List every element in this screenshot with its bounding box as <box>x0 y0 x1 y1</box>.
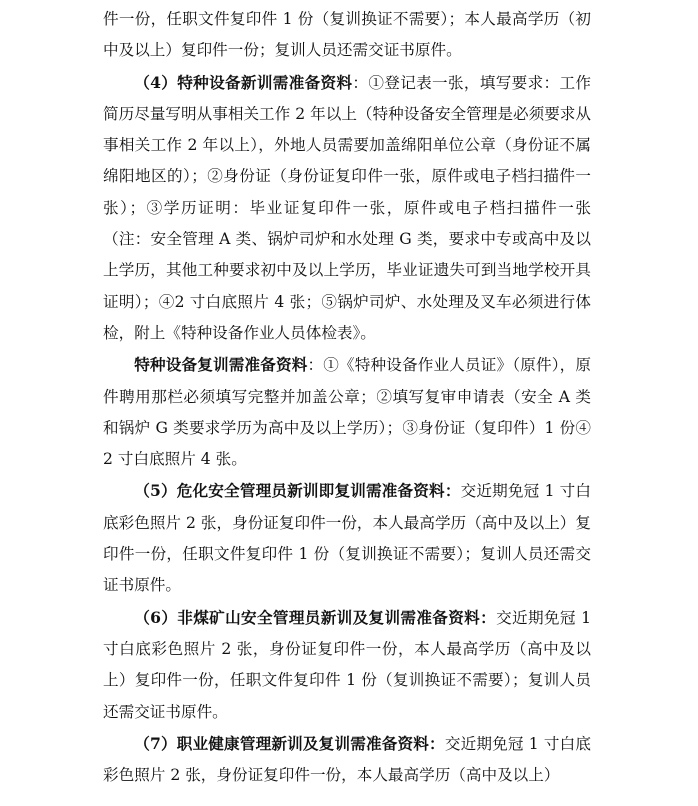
paragraph-heading: （6）非煤矿山安全管理员新训及复训需准备资料： <box>134 607 497 627</box>
paragraph-special-equipment-new-training <box>103 67 591 350</box>
paragraph-non-coal-mine <box>103 602 591 728</box>
paragraph-occupational-health <box>103 728 591 792</box>
paragraph-heading: （4）特种设备新训需准备资料 <box>134 72 353 92</box>
paragraph-heading: （7）职业健康管理新训及复训需准备资料： <box>134 733 445 753</box>
paragraph-text: 件一份，任职文件复印件 1 份（复训换证不需要）；本人最高学历（初中及以上）复印件一份；复训人员还需交证书原件。 <box>103 10 591 60</box>
paragraph-text: ：①登记表一张，填写要求：工作简历尽量写明从事相关工作 2 年以上（特种设备安全管理是必须要求从事相关工作 2 年以上），外地人员需要加盖绵阳单位公章（身份证不属绵阳地区的）；②身份证（身份证复印件一张，原件或电子档扫描件一张）；③学历证明：毕业证复印件一张，原件或电子档扫描件一张（注：安全管理 A 类、锅炉司炉和水处理 G 类，要求中专或高中及以上学历，其他工种要求初中及以上学历，毕业证遗失可到当地学校开具证明）；④2 寸白底照片 4 张；⑤锅炉司炉、水处理及叉车必须进行体检，附上《特种设备作业人员体检表》。 <box>103 73 591 342</box>
paragraph-text: ：①《特种设备作业人员证》（原件），原件聘用那栏必须填写完整并加盖公章；②填写复审申请表（安全 A 类和锅炉 G 类要求学历为高中及以上学历）；③身份证（复印件）1 份④2 寸白底照片 4 张。 <box>103 356 591 469</box>
paragraph-continuation <box>103 4 591 67</box>
paragraph-text: 交近期免冠 1 寸白底彩色照片 2 张，身份证复印件一份，本人最高学历（高中及以上）复印件一份，任职文件复印件 1 份（复训换证不需要）；复训人员还需交证书原件。 <box>103 482 591 595</box>
paragraph-text: 交近期免冠 1 寸白底彩色照片 2 张，身份证复印件一份，本人最高学历（高中及以上）复印件一份，任职文件复印件 1 份（复训换证不需要）；复训人员还需交证书原件。 <box>103 608 591 721</box>
paragraph-special-equipment-retraining <box>103 349 591 475</box>
paragraph-heading: 特种设备复训需准备资料 <box>134 355 308 375</box>
document-body <box>103 4 591 791</box>
paragraph-hazardous-chemicals <box>103 475 591 601</box>
paragraph-heading: （5）危化安全管理员新训即复训需准备资料： <box>134 481 461 501</box>
paragraph-text: 交近期免冠 1 寸白底彩色照片 2 张，身份证复印件一份，本人最高学历（高中及以上） <box>103 734 591 785</box>
